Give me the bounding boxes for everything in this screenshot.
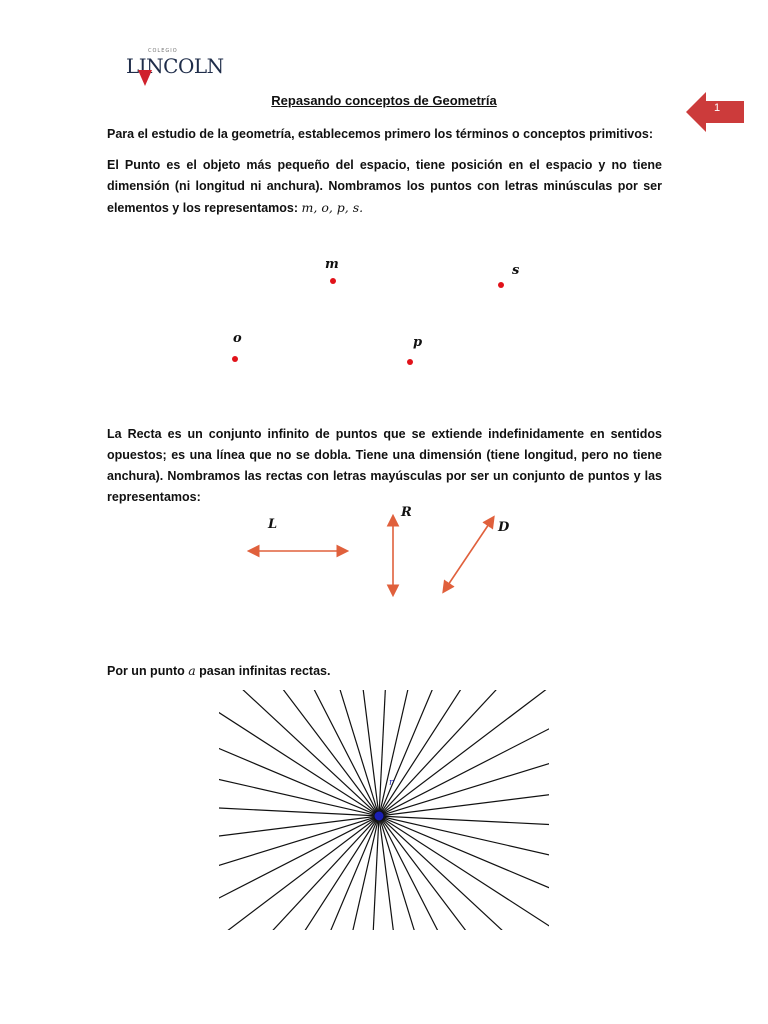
infinitas-var: a bbox=[188, 663, 196, 678]
logo-triangle-icon bbox=[138, 70, 152, 86]
punto-notation: m, o, p, s. bbox=[301, 200, 364, 215]
page-title: Repasando conceptos de Geometría bbox=[271, 93, 497, 108]
center-point-label: r bbox=[389, 778, 394, 788]
logo-small-text: COLEGIO bbox=[148, 48, 178, 54]
point-label-p: p bbox=[413, 335, 423, 350]
infinitas-pre: Por un punto bbox=[107, 664, 189, 678]
point-label-m: m bbox=[325, 257, 339, 272]
line-label-L: L bbox=[268, 517, 278, 532]
infinitas-post: pasan infinitas rectas. bbox=[195, 664, 331, 678]
point-o bbox=[232, 356, 238, 362]
punto-term: Punto bbox=[124, 158, 161, 172]
line-label-D: D bbox=[498, 520, 510, 535]
line-label-R: R bbox=[401, 505, 412, 520]
point-m bbox=[330, 278, 336, 284]
infinitas-paragraph bbox=[107, 660, 662, 682]
school-logo bbox=[126, 48, 224, 88]
logo-name: LINCOLN bbox=[126, 54, 224, 78]
recta-lead: La bbox=[107, 427, 128, 441]
intro-paragraph: Para el estudio de la geometría, establecemos primero los términos o conceptos primitivos: bbox=[107, 127, 653, 141]
recta-paragraph bbox=[107, 424, 662, 508]
pencil-of-lines-figure bbox=[219, 690, 549, 930]
line-D bbox=[444, 518, 493, 591]
point-label-o: o bbox=[233, 331, 242, 346]
page-number: 1 bbox=[713, 102, 721, 114]
point-label-s: s bbox=[512, 263, 520, 278]
point-p bbox=[407, 359, 413, 365]
recta-text: es un conjunto infinito de puntos que se extiende indefinidamente en sentidos opuestos; es una línea que no se dobla. Tiene una dimensión (tiene longitud, pero no tiene anchura). Nombramos las rectas con letras mayúsculas por ser un conjunto de puntos y las representamos: bbox=[107, 427, 662, 504]
punto-paragraph bbox=[107, 155, 662, 219]
punto-lead: El bbox=[107, 158, 125, 172]
center-point bbox=[375, 812, 384, 821]
recta-term: Recta bbox=[127, 427, 162, 441]
point-s bbox=[498, 282, 504, 288]
punto-text: es el objeto más pequeño del espacio, tiene posición en el espacio y no tiene dimensión (ni longitud ni anchura). Nombramos los puntos con letras minúsculas por ser elementos y los representamos: bbox=[107, 158, 662, 215]
